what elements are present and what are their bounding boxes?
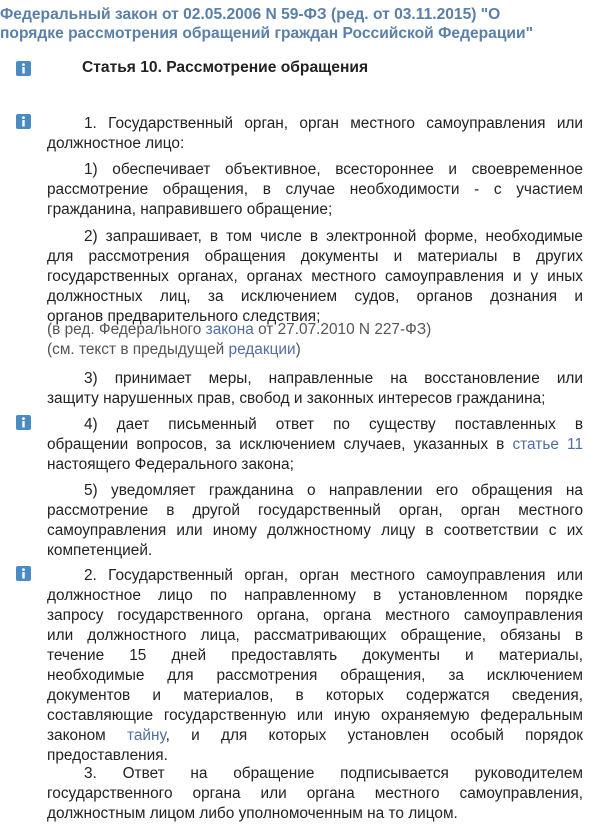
paragraph-text: , и для которых установлен особый порядок (165, 727, 583, 744)
paragraph-1 (47, 114, 583, 154)
law-link[interactable]: закона (205, 321, 254, 338)
article-11-link[interactable]: статье 11 (512, 436, 584, 453)
subparagraph-line: компетенцией. (47, 542, 153, 559)
subparagraph-line: 5) уведомляет гражданина о направлении его обращения на (84, 482, 583, 499)
paragraph-line: необходимые для рассмотрения обращения, за исключением (47, 667, 583, 684)
secret-link[interactable]: тайну (126, 727, 166, 744)
paragraph-text: законом (47, 727, 127, 744)
edition-note-text: от 27.07.2010 N 227-ФЗ) (253, 321, 432, 338)
paragraph-line: должностным лицом либо уполномоченным на то лицом. (47, 805, 458, 822)
paragraph-2 (47, 566, 583, 766)
paragraph-line: предоставления. (47, 747, 168, 764)
subparagraph-line: 1) обеспечивает объективное, всестороннее и своевременное (84, 161, 583, 178)
subparagraph-line: 2) запрашивает, в том числе в электронной форме, необходимые (84, 228, 583, 245)
subparagraph-line: для рассмотрения обращения документы и материалы в других (47, 248, 583, 265)
paragraph-line: составляющие государственную или иную охраняемую федеральным (47, 707, 583, 724)
paragraph-line: течение 15 дней предоставлять документы и материалы, (47, 647, 583, 664)
subparagraph-line: должностных лиц, за исключением судов, органов дознания и (47, 288, 583, 305)
subparagraph-line: самоуправления или иному должностному лицу в соответствии с их (47, 522, 583, 539)
info-icon[interactable] (16, 415, 31, 430)
paragraph-1-line: 1. Государственный орган, орган местного самоуправления или (84, 115, 583, 132)
subparagraph-line (47, 435, 583, 455)
paragraph-line: должностное лицо по направленному в установленном порядке (47, 587, 583, 604)
edition-link[interactable]: редакции (228, 341, 296, 358)
subparagraph-line: государственных органах, органах местного самоуправления и у иных (47, 268, 583, 285)
subparagraph-line: настоящего Федерального закона; (47, 456, 294, 473)
subparagraph-1-2 (47, 227, 583, 327)
document-title-line-2: порядке рассмотрения обращений граждан Российской Федерации" (0, 25, 533, 42)
subparagraph-text: обращении вопросов, за исключением случаев, указанных в (47, 436, 513, 453)
paragraph-line: 2. Государственный орган, орган местного самоуправления или (84, 567, 583, 584)
subparagraph-line: гражданина, направившего обращение; (47, 201, 333, 218)
paragraph-1-line: должностное лицо: (47, 135, 185, 152)
paragraph-3 (47, 764, 583, 824)
edition-note-text: (в ред. Федерального (47, 321, 206, 338)
paragraph-line: или должностного лица, рассматривающих обращение, обязаны в (47, 627, 583, 644)
article-title: Статья 10. Рассмотрение обращения (82, 59, 369, 76)
subparagraph-1-4 (47, 415, 583, 475)
subparagraph-1-5 (47, 481, 583, 561)
paragraph-line: государственного органа или органа местного самоуправления, (47, 785, 583, 802)
edition-note-text: ) (295, 341, 301, 358)
subparagraph-line: органов предварительного следствия; (47, 308, 321, 325)
paragraph-line: документов и материалов, в которых содержатся сведения, (47, 687, 583, 704)
edition-note-text: (см. текст в предыдущей (47, 341, 229, 358)
paragraph-line (47, 726, 583, 746)
subparagraph-line: 3) принимает меры, направленные на восстановление или (84, 370, 583, 387)
subparagraph-line: защиту нарушенных прав, свобод и законных интересов гражданина; (47, 390, 546, 407)
subparagraph-line: рассмотрение обращения, в случае необходимости - с участием (47, 181, 583, 198)
document-title[interactable] (0, 5, 596, 43)
paragraph-line: 3. Ответ на обращение подписывается руководителем (84, 765, 583, 782)
subparagraph-1-3 (47, 369, 583, 409)
subparagraph-line: 4) дает письменный ответ по существу поставленных в (84, 416, 583, 433)
subparagraph-1-1 (47, 160, 583, 220)
subparagraph-line: рассмотрение в другой государственный орган, орган местного (47, 502, 583, 519)
edition-note (47, 320, 431, 340)
info-icon[interactable] (16, 566, 31, 581)
previous-edition-note (47, 340, 301, 360)
document-title-line-1: Федеральный закон от 02.05.2006 N 59-ФЗ (ред. от 03.11.2015) "О (0, 6, 501, 23)
paragraph-line: запросу государственного органа, органа местного самоуправления (47, 607, 583, 624)
info-icon[interactable] (16, 114, 31, 129)
info-icon[interactable] (16, 61, 31, 76)
